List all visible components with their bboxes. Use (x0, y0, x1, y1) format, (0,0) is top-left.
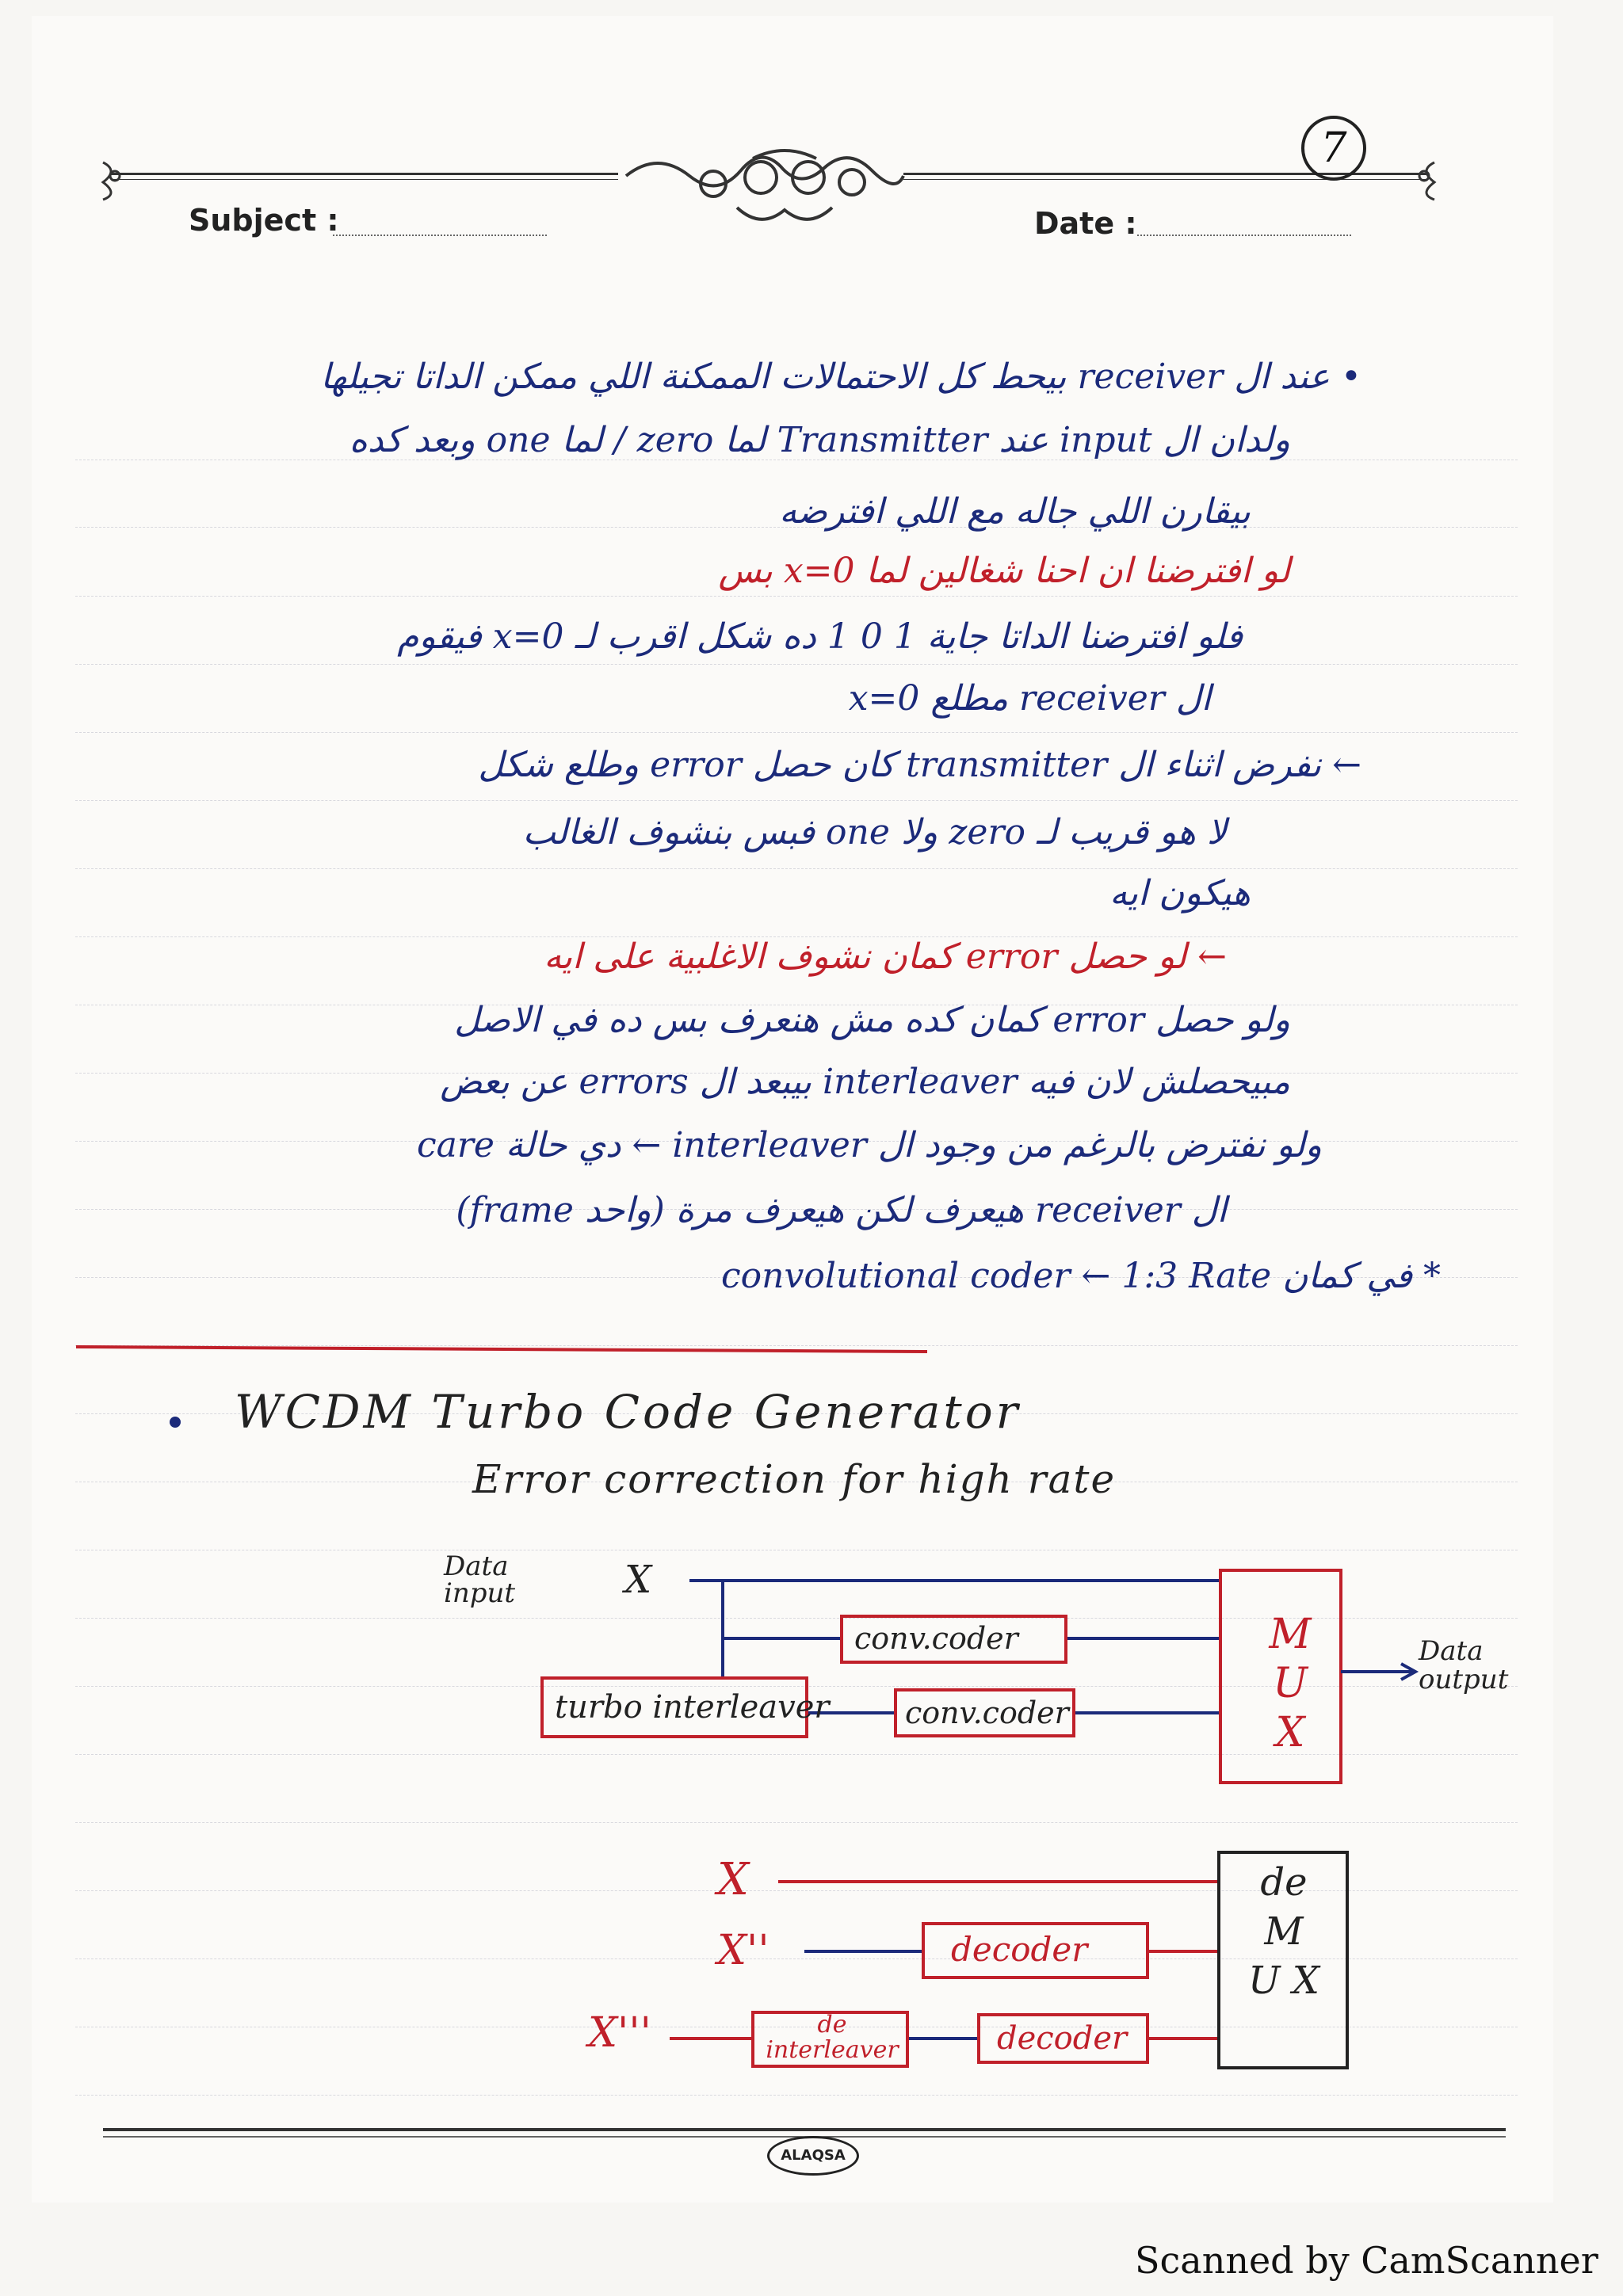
decoder-x3-label: X''' (588, 2009, 651, 2057)
decoder-1-label: decoder (951, 1930, 1088, 1969)
note-line: ولدان ال input عند Transmitter لما zero / لما one وبعد كده (349, 420, 1290, 460)
section-title: WCDM Turbo Code Generator (235, 1385, 1022, 1439)
note-line: لا هو قريب لـ zero ولا one فبس بنشوف الغالب (522, 812, 1227, 852)
date-field[interactable] (1137, 235, 1351, 236)
conv-coder-2-label: conv.coder (905, 1695, 1069, 1730)
demux-label: de M U X (1248, 1860, 1319, 2003)
note-line: ال receiver هيعرف لكن هيعرف مرة (واحد frame) (456, 1190, 1227, 1230)
subject-field[interactable] (333, 235, 547, 236)
note-line: ولو نفترض بالرغم من وجود ال interleaver ← دي حالة care (416, 1125, 1322, 1165)
turbo-interleaver-label: turbo interleaver (555, 1689, 830, 1726)
note-line: • عند ال receiver بيحط كل الاحتمالات الممكنة اللي ممكن الداتا تجيلها (320, 357, 1361, 397)
note-line: مبيحصلش لان فيه interleaver بيبعد ال errors عن بعض (440, 1062, 1290, 1102)
conv-coder-1-label: conv.coder (854, 1621, 1018, 1656)
note-line: ← نفرض اثناء ال transmitter كان حصل error وطلع شكل (478, 745, 1361, 785)
header-ornament (626, 151, 903, 219)
note-line: ولو حصل error كمان كده مش هنعرف بس ده في الاصل (454, 1000, 1290, 1040)
note-line: لو افترضنا ان احنا شغالين لما x=0 بس (718, 551, 1290, 591)
note-line: هيكون ايه (1109, 873, 1251, 913)
deinterleaver-label: de interleaver (766, 2011, 899, 2064)
alaqsa-logo: ALAQSA (767, 2136, 859, 2176)
page-number: 7 (1301, 116, 1366, 181)
header-end-right-ornament (1419, 162, 1434, 200)
section-subtitle: Error correction for high rate (472, 1456, 1117, 1502)
scanner-watermark: Scanned by CamScanner (1135, 2239, 1598, 2282)
note-line: فلو افترضنا الداتا جاية 1 0 1 ده شكل اقرب لـ x=0 فيقوم (397, 616, 1243, 657)
note-line: * في كمان convolutional coder ← 1:3 Rate (721, 1256, 1441, 1296)
decoder-2-label: decoder (997, 2020, 1128, 2057)
data-input-label: Data input (444, 1550, 516, 1609)
decoder-x2-label: X'' (717, 1927, 769, 1974)
note-line: ال receiver مطلع x=0 (848, 678, 1211, 719)
subject-label: Subject : (189, 203, 339, 238)
section-bullet (170, 1417, 181, 1428)
date-label: Date : (1034, 206, 1137, 241)
note-line: ← لو حصل error كمان نشوف الاغلبية على ايه (544, 936, 1227, 977)
data-output-label: Data output (1419, 1635, 1509, 1695)
note-line: بيقارن اللي جاله مع اللي افترضه (779, 491, 1251, 532)
decoder-x1-label: X (717, 1854, 749, 1905)
header-end-left-ornament (103, 162, 120, 200)
section-separator (76, 1347, 927, 1352)
encoder-x-label: X (624, 1558, 652, 1602)
mux-label: M U X (1269, 1611, 1312, 1756)
